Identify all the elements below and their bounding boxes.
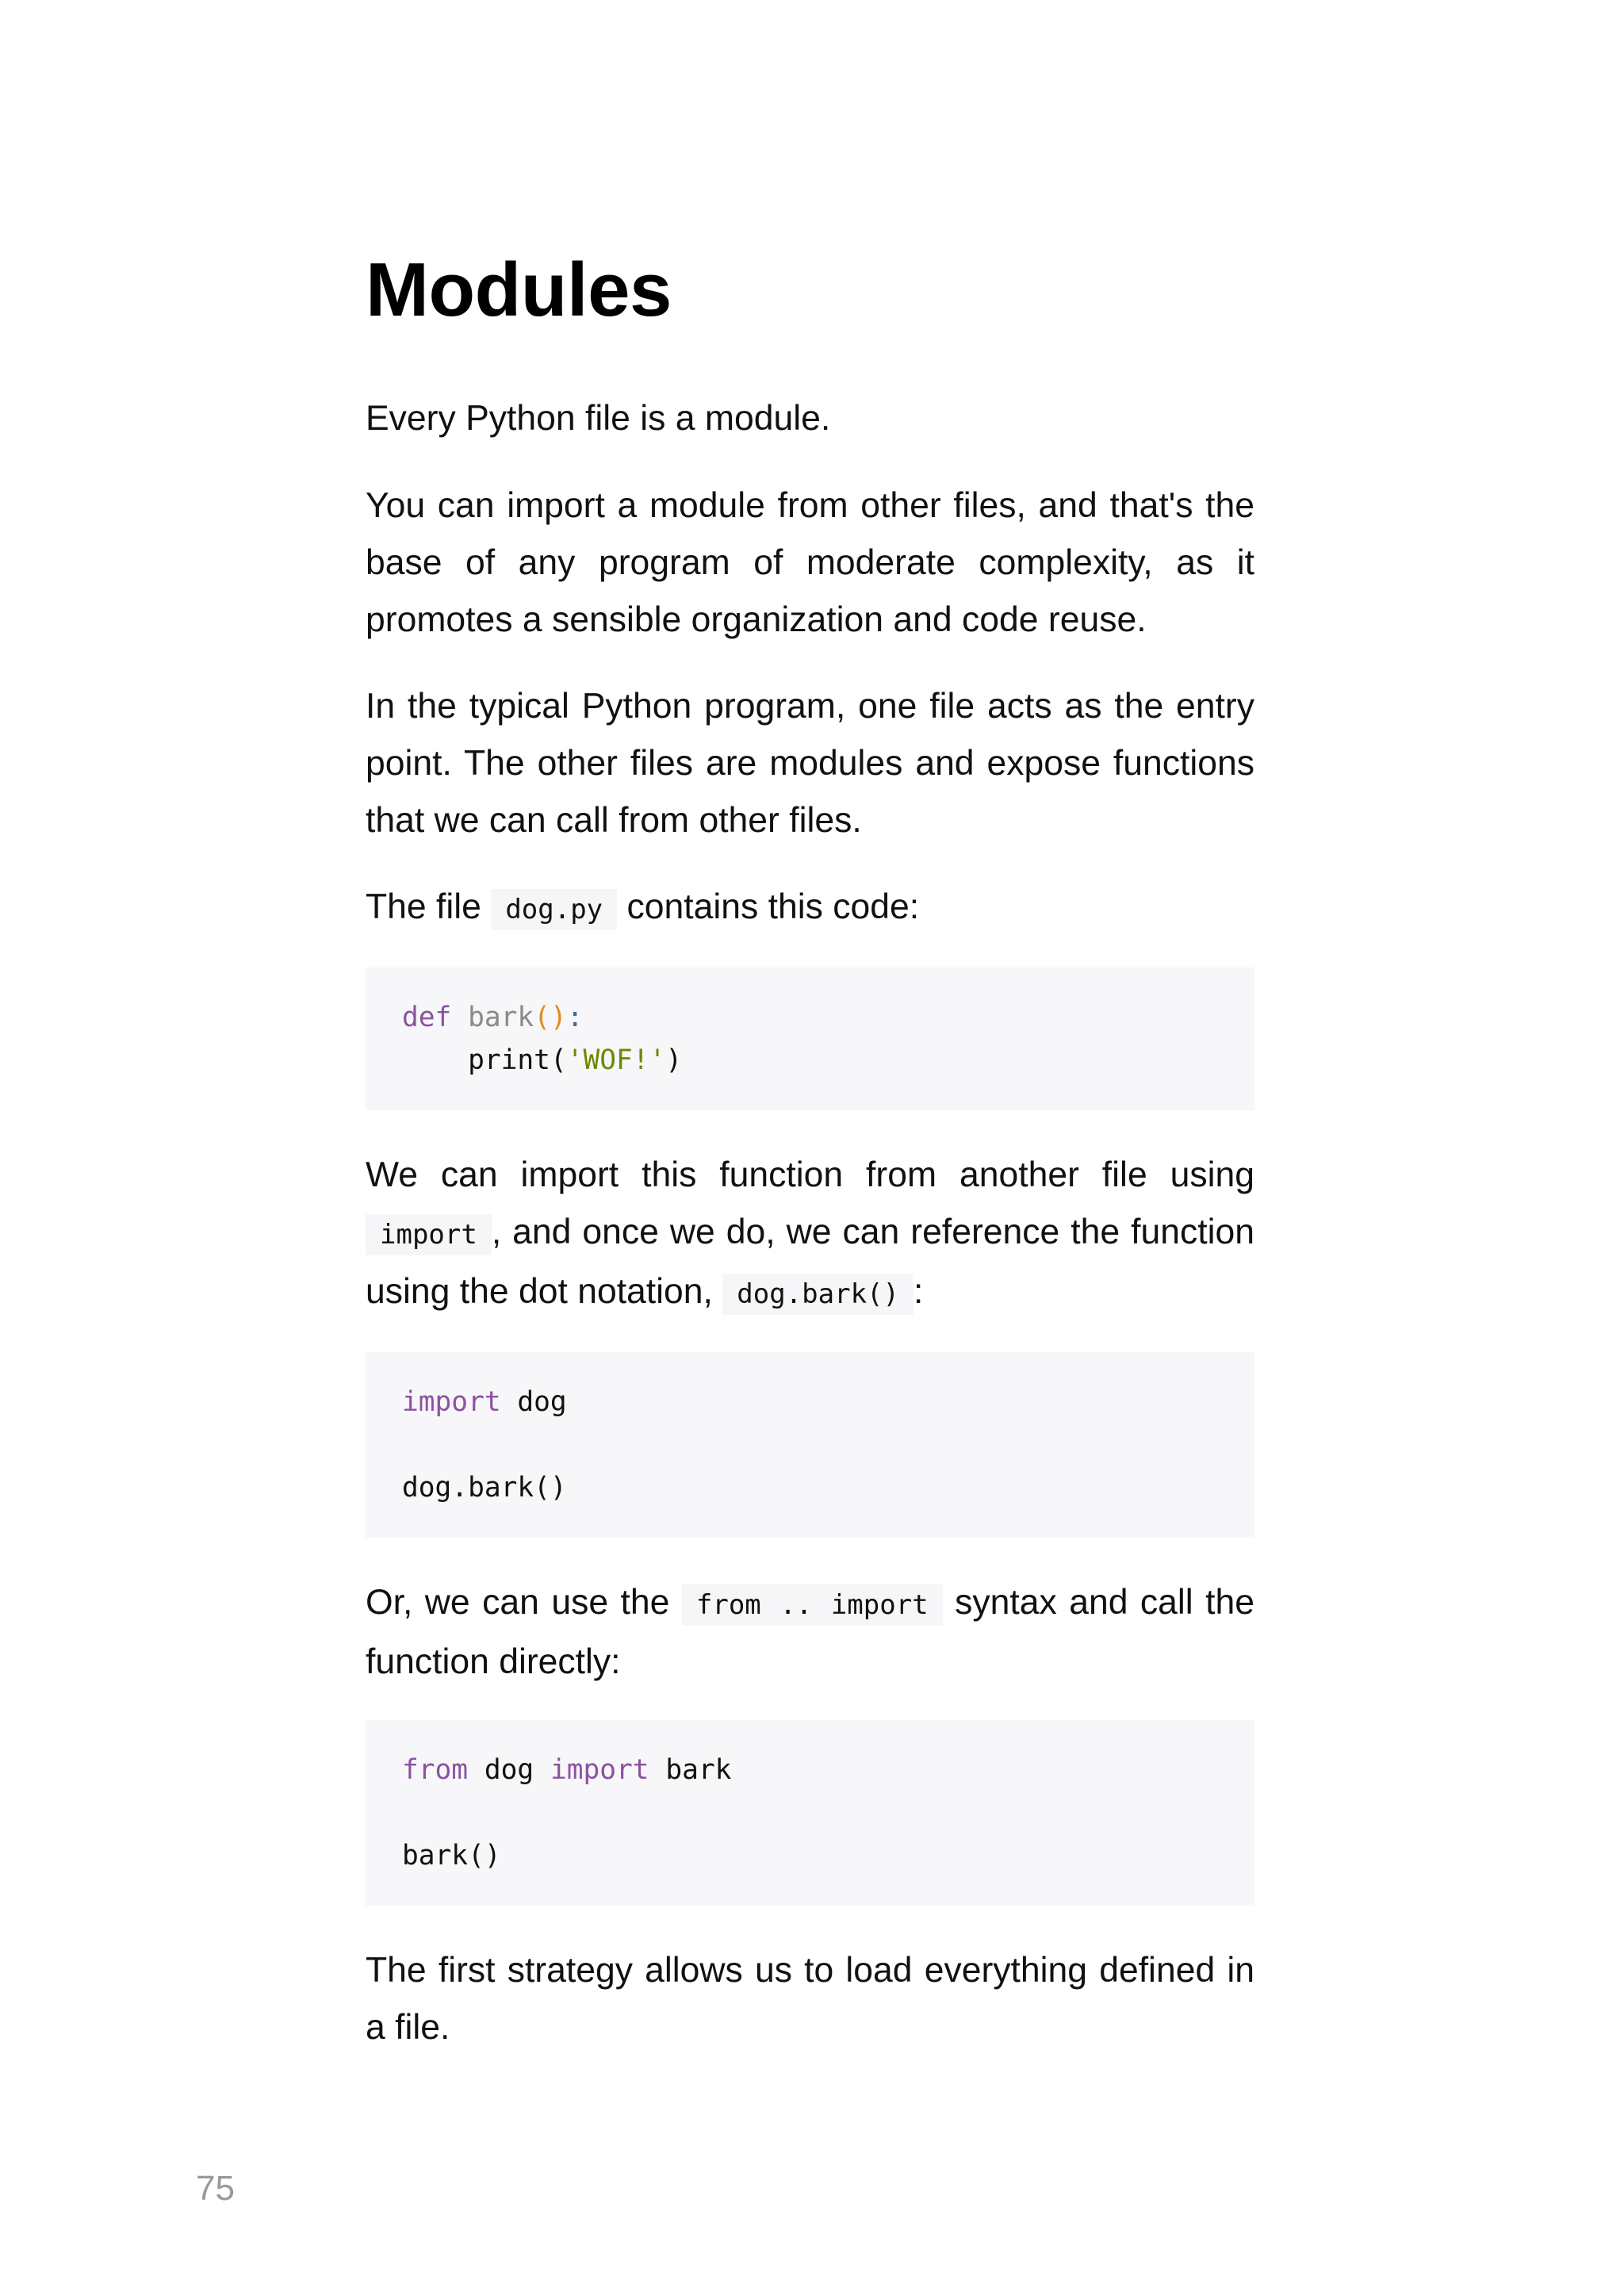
code-indent [402,1044,468,1076]
text-segment: Or, we can use the [366,1583,670,1622]
code-block [366,1352,1254,1538]
code-line-blank [402,1423,1218,1466]
code-call: bark() [402,1840,501,1872]
code-block [366,967,1254,1110]
code-colon: : [566,1002,584,1033]
text-segment: : [914,1272,924,1311]
text-segment: syntax and call the function directly: [366,1583,1254,1681]
text-segment: contains this code: [626,887,920,926]
code-identifier: dog [468,1754,550,1786]
paragraph [366,1147,1254,1323]
code-line [402,1381,1218,1423]
inline-code: import [366,1214,492,1255]
code-call: dog.bark() [402,1472,567,1504]
code-identifier: dog [500,1386,567,1418]
code-paren: ) [550,1002,567,1033]
code-call: ) [665,1044,683,1076]
code-keyword: def [402,1002,452,1033]
paragraph [366,1574,1254,1691]
paragraph [366,879,1254,938]
code-keyword: import [550,1754,649,1786]
code-function-name: bark [468,1002,534,1033]
page-title: Modules [366,247,672,332]
paragraph: In the typical Python program, one file acts as the entry point. The other files are modules and expose functions that we can call from other files. [366,687,1254,840]
paragraph: Every Python file is a module. [366,399,831,438]
code-call: print( [468,1044,567,1076]
code-line-blank [402,1791,1218,1834]
code-line [402,1039,1218,1082]
code-line [402,1466,1218,1509]
paragraph: The first strategy allows us to load everything defined in a file. [366,1951,1254,2047]
code-paren: ( [534,1002,550,1033]
code-identifier: bark [649,1754,732,1786]
code-keyword: from [402,1754,469,1786]
inline-code: dog.bark() [722,1274,914,1315]
inline-code: dog.py [491,889,617,930]
code-string: 'WOF!' [566,1044,666,1076]
inline-code: from .. import [682,1584,943,1626]
page-content [366,238,1254,2086]
text-segment: , and once we do, we can reference the function using the dot notation, [366,1213,1254,1311]
code-keyword: import [402,1386,501,1418]
code-block [366,1720,1254,1906]
code-line [402,1834,1218,1877]
page-number: 75 [196,2169,235,2208]
code-line [402,996,1218,1039]
paragraph: You can import a module from other files, and that's the base of any program of moderate complexity, as it promotes a sensible organization and code reuse. [366,486,1254,639]
code-line [402,1749,1218,1791]
text-segment: We can import this function from another file using [366,1155,1254,1194]
text-segment: The file [366,887,481,926]
